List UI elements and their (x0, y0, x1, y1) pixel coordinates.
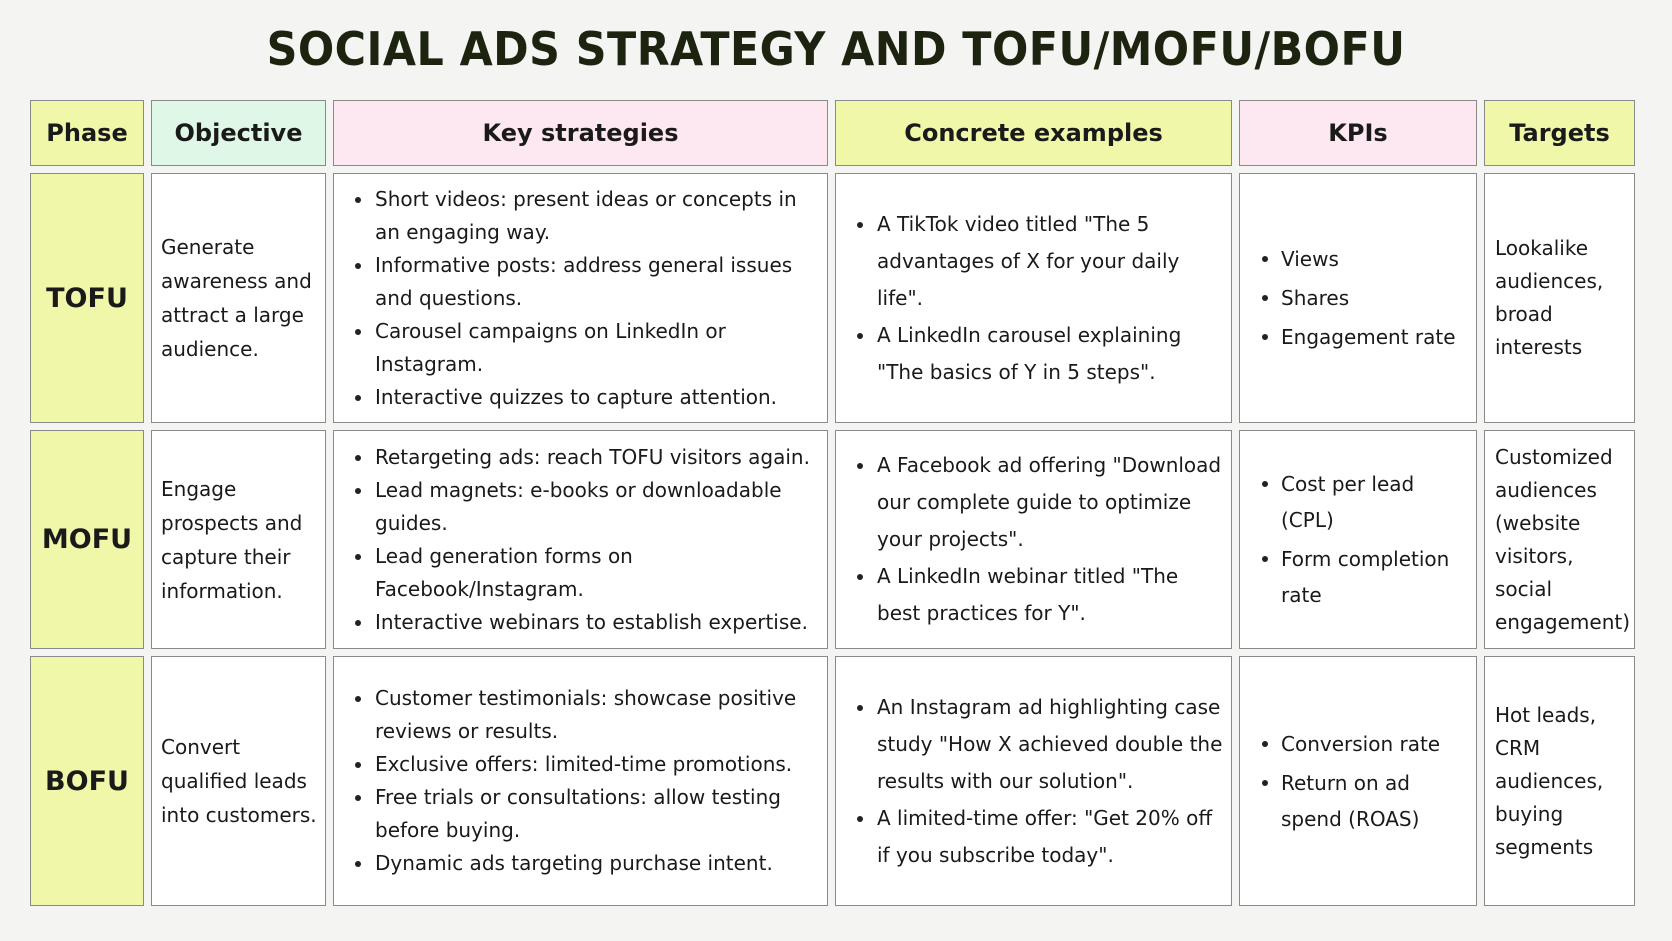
strategies-mofu (333, 430, 828, 649)
list-item: Cost per lead (CPL) (1252, 466, 1470, 538)
list-item: Informative posts: address general issues and questions. (346, 249, 821, 315)
strategies-list (346, 441, 821, 639)
examples-tofu (835, 173, 1232, 423)
kpis-list (1252, 238, 1456, 358)
targets-text: Lookalike audiences, broad interests (1495, 236, 1604, 359)
header-targets: Targets (1484, 100, 1635, 166)
list-item: Lead generation forms on Facebook/Instagram. (346, 540, 821, 606)
phase-tofu: TOFU (30, 173, 144, 423)
examples-list (848, 689, 1225, 874)
list-item: Interactive quizzes to capture attention. (346, 381, 821, 414)
list-item: A LinkedIn carousel explaining "The basics of Y in 5 steps". (848, 317, 1225, 391)
phase-bofu: BOFU (30, 656, 144, 906)
targets-tofu (1484, 173, 1635, 423)
objective-text: Engage prospects and capture their information. (161, 476, 303, 603)
list-item: Engagement rate (1252, 319, 1456, 355)
kpis-tofu (1239, 173, 1477, 423)
list-item: A TikTok video titled "The 5 advantages of X for your daily life". (848, 206, 1225, 317)
list-item: Lead magnets: e-books or downloadable guides. (346, 474, 821, 540)
list-item: Exclusive offers: limited-time promotions. (346, 748, 821, 781)
targets-mofu (1484, 430, 1635, 649)
list-item: Retargeting ads: reach TOFU visitors again. (346, 441, 821, 474)
header-phase: Phase (30, 100, 144, 166)
targets-text: Hot leads, CRM audiences, buying segments (1495, 702, 1604, 859)
list-item: Short videos: present ideas or concepts in an engaging way. (346, 183, 821, 249)
objective-bofu (151, 656, 326, 906)
kpis-mofu (1239, 430, 1477, 649)
strategies-list (346, 682, 821, 880)
list-item: Carousel campaigns on LinkedIn or Instagram. (346, 315, 821, 381)
list-item: Free trials or consultations: allow testing before buying. (346, 781, 821, 847)
strategies-list (346, 183, 821, 414)
kpis-list (1252, 463, 1470, 616)
list-item: A LinkedIn webinar titled "The best practices for Y". (848, 558, 1225, 632)
header-key-strategies: Key strategies (333, 100, 828, 166)
list-item: Views (1252, 241, 1456, 277)
header-concrete-examples: Concrete examples (835, 100, 1232, 166)
list-item: Return on ad spend (ROAS) (1252, 765, 1470, 837)
objective-mofu (151, 430, 326, 649)
objective-tofu (151, 173, 326, 423)
funnel-table (30, 100, 1638, 906)
header-objective: Objective (151, 100, 326, 166)
examples-list (848, 206, 1225, 391)
targets-bofu (1484, 656, 1635, 906)
list-item: A limited-time offer: "Get 20% off if you subscribe today". (848, 800, 1225, 874)
list-item: Customer testimonials: showcase positive reviews or results. (346, 682, 821, 748)
kpis-list (1252, 723, 1470, 840)
list-item: Conversion rate (1252, 726, 1470, 762)
list-item: Dynamic ads targeting purchase intent. (346, 847, 821, 880)
header-kpis: KPIs (1239, 100, 1477, 166)
list-item: A Facebook ad offering "Download our complete guide to optimize your projects". (848, 447, 1225, 558)
objective-text: Generate awareness and attract a large audience. (161, 235, 312, 361)
phase-mofu: MOFU (30, 430, 144, 649)
strategies-tofu (333, 173, 828, 423)
list-item: Interactive webinars to establish expertise. (346, 606, 821, 639)
list-item: Form completion rate (1252, 541, 1470, 613)
list-item: An Instagram ad highlighting case study "How X achieved double the results with our solution". (848, 689, 1225, 800)
examples-bofu (835, 656, 1232, 906)
kpis-bofu (1239, 656, 1477, 906)
page-title: SOCIAL ADS STRATEGY AND TOFU/MOFU/BOFU (266, 22, 1406, 76)
list-item: Shares (1252, 280, 1456, 316)
objective-text: Convert qualified leads into customers. (161, 735, 317, 827)
targets-text: Customized audiences (website visitors, social engagement) (1495, 444, 1631, 634)
examples-list (848, 447, 1225, 632)
examples-mofu (835, 430, 1232, 649)
strategies-bofu (333, 656, 828, 906)
